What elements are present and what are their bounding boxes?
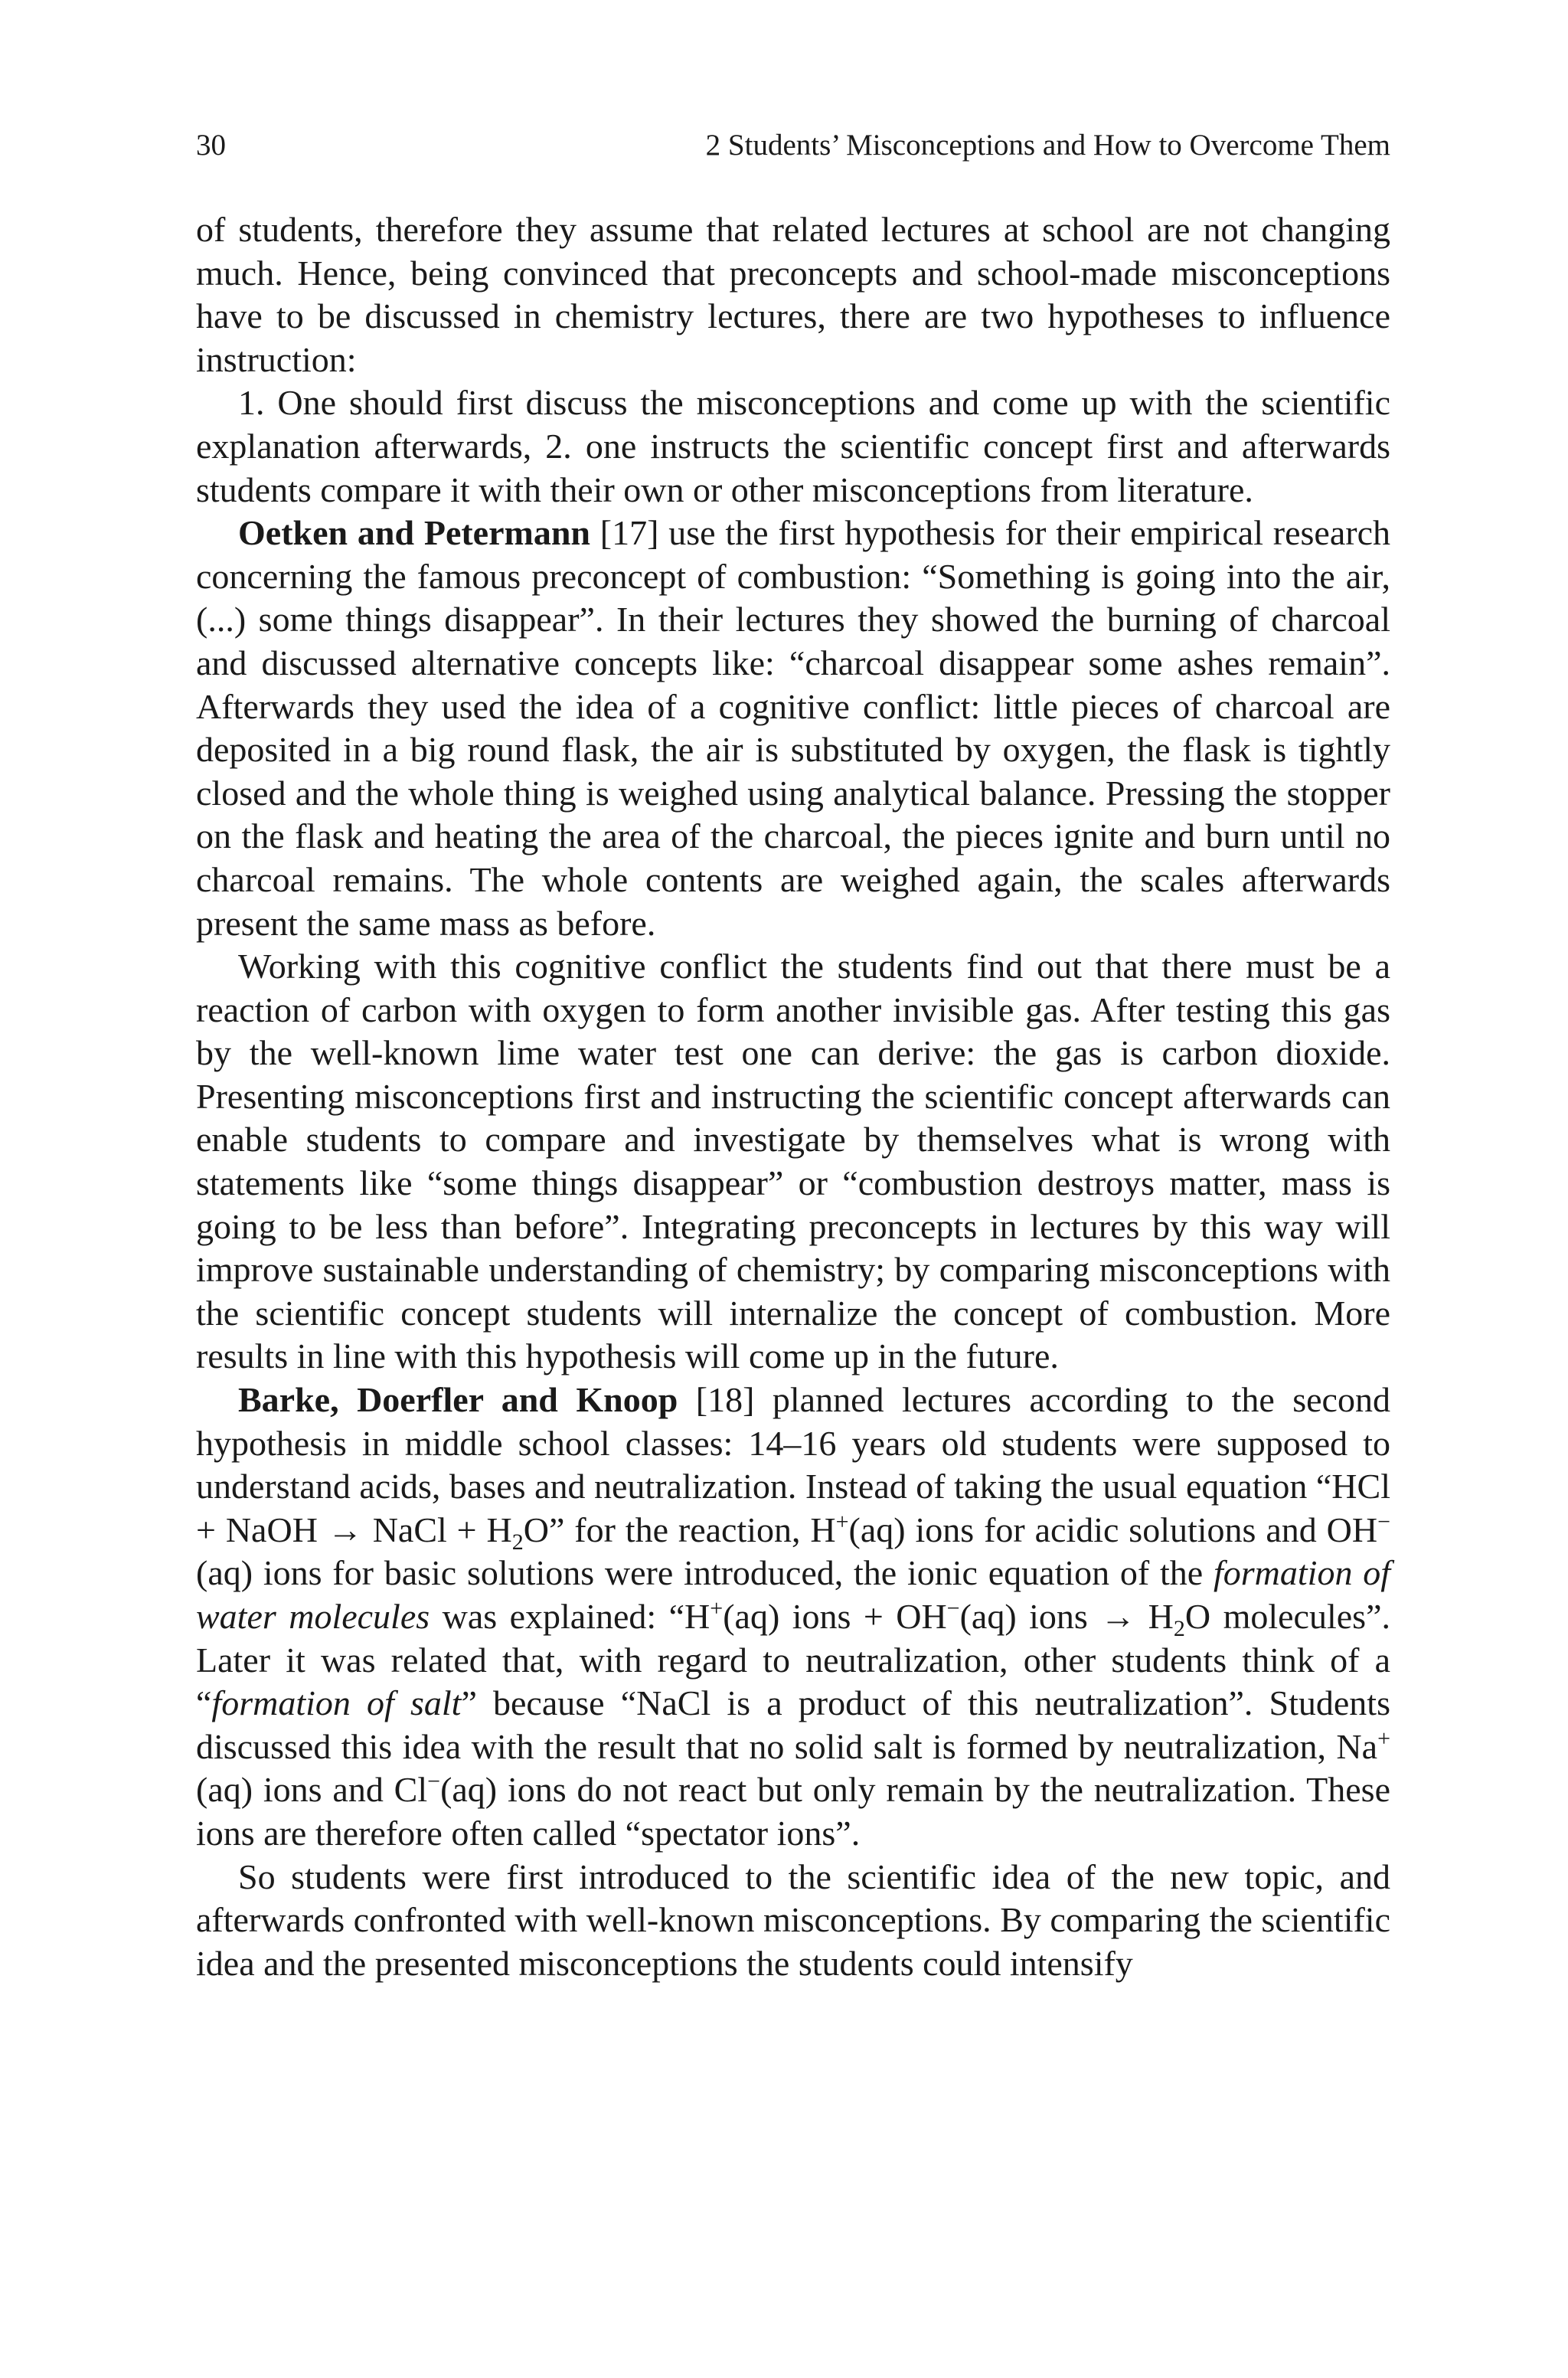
running-head — [196, 123, 1390, 168]
text-segment: O molecules”. Later it was related that, with regard to neutralization, other students think of a “ — [196, 1597, 1390, 1723]
italic-phrase: formation of salt — [211, 1683, 462, 1723]
paragraph-hypotheses-list: 1. One should first discuss the misconceptions and come up with the scientific explanation afterwards, 2. one instructs the scientific concept first and afterwards students compare it with their own or other misconceptions from literature. — [196, 383, 1390, 509]
paragraph-continuation: of students, therefore they assume that related lectures at school are not changing much. Hence, being convinced that preconcepts and school-made misconceptions have to be discussed in chemistry lectures, there are two hypotheses to influence instruction: — [196, 210, 1390, 379]
superscript: − — [1377, 1509, 1390, 1535]
chapter-title: 2 Students’ Misconceptions and How to Overcome Them — [705, 129, 1390, 162]
text-segment: was explained: “H — [430, 1597, 710, 1636]
page-number: 30 — [196, 129, 226, 162]
superscript: + — [835, 1509, 849, 1535]
text-segment: (aq) ions + OH — [723, 1597, 947, 1636]
text-segment: (aq) ions do not react but only remain by the neutralization. These ions are therefore often called “spectator ions”. — [196, 1770, 1390, 1853]
body-text — [196, 208, 1390, 1985]
paragraph-conclusion: So students were first introduced to the scientific idea of the new topic, and afterwards confronted with well-known misconceptions. By comparing the scientific idea and the presented misconceptions the students could intensify — [196, 1856, 1390, 1983]
author-names-oetken-petermann: Oetken and Petermann — [238, 513, 590, 553]
superscript: + — [710, 1595, 724, 1621]
author-names-barke-doerfler-knoop: Barke, Doerfler and Knoop — [238, 1380, 678, 1420]
paragraph-text: [17] use the first hypothesis for their empirical research concerning the famous preconcept of combustion: “Something is going into the air, (...) some things disappear”. In their lectures they showed the burning of charcoal and discussed alternative concepts like: “charcoal disappear some ashes remain”. Afterwards they used the idea of a cognitive conflict: little pieces of charcoal are deposited in a big round flask, the air is substituted by oxygen, the flask is tightly closed and the whole thing is weighed using analytical balance. Pressing the stopper on the flask and heating the area of the charcoal, the pieces ignite and burn until no charcoal remains. The whole contents are weighed again, the scales afterwards present the same mass as before. — [196, 513, 1390, 943]
superscript: − — [946, 1595, 960, 1621]
subscript: 2 — [1173, 1616, 1185, 1642]
text-segment: (aq) ions for basic solutions were introduced, the ionic equation of the — [196, 1553, 1214, 1593]
subscript: 2 — [511, 1529, 524, 1555]
text-segment: ” because “NaCl is a product of this neutralization”. Students discussed this idea with the result that no solid salt is formed by neutralization, Na — [196, 1683, 1390, 1766]
paragraph-cognitive-conflict: Working with this cognitive conflict the students find out that there must be a reaction of carbon with oxygen to form another invisible gas. After testing this gas by the well-known lime water test one can derive: the gas is carbon dioxide. Presenting misconceptions first and instructing the scientific concept afterwards can enable students to compare and investigate by themselves what is wrong with statements like “some things disappear” or “combustion destroys matter, mass is going to be less than before”. Integrating preconcepts in lectures by this way will improve sustainable understanding of chemistry; by comparing misconceptions with the scientific concept students will internalize the concept of combustion. More results in line with this hypothesis will come up in the future. — [196, 947, 1390, 1376]
paragraph-oetken-petermann — [196, 512, 1390, 945]
superscript: + — [1377, 1725, 1390, 1752]
text-segment: (aq) ions and Cl — [196, 1770, 428, 1810]
text-segment: (aq) ions → H — [959, 1597, 1174, 1636]
text-segment: [18] planned lectures according to the second hypothesis in middle school classes: 14–16 years old students were supposed to understand acids, bases and neutralization. Instead of taking the usual equation “HCl + NaOH → NaCl + H — [196, 1380, 1390, 1549]
text-segment: (aq) ions for acidic solutions and OH — [848, 1510, 1378, 1549]
paragraph-barke-doerfler-knoop — [196, 1379, 1390, 1856]
book-page — [196, 123, 1390, 1985]
superscript: − — [427, 1769, 441, 1795]
italic-phrase: formation of water molecules — [196, 1553, 1390, 1636]
text-segment: O” for the reaction, H — [523, 1510, 836, 1549]
